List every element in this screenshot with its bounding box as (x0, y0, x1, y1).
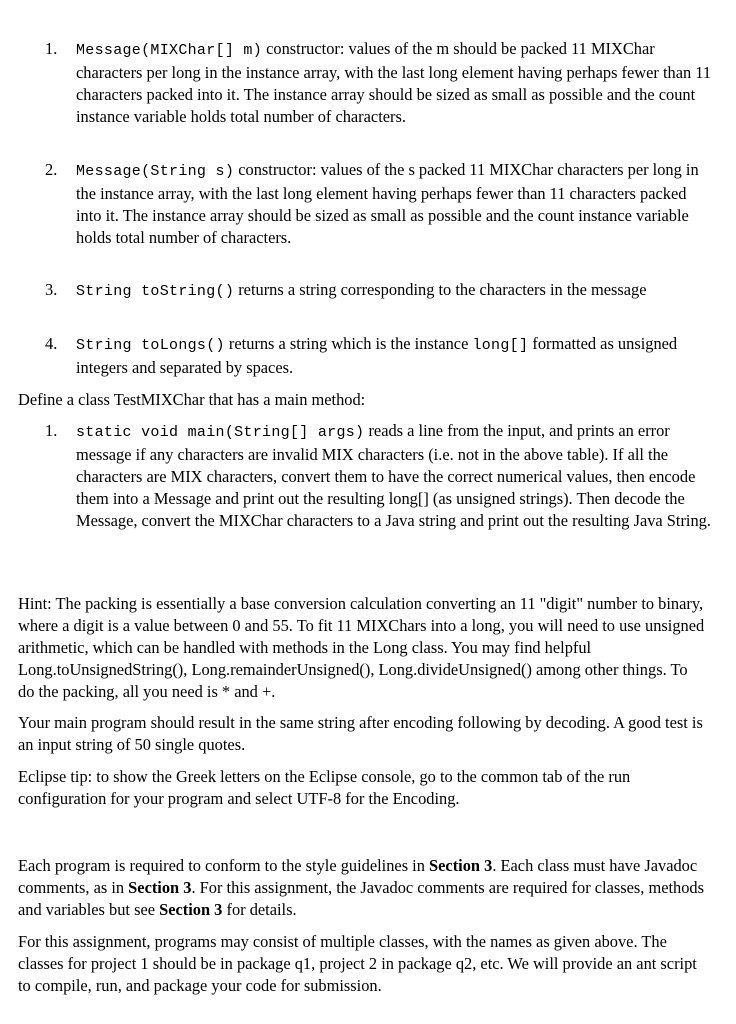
item-text: reads a line from the input, and prints an error message if any characters are invalid MIX characters (i.e. not in the above table). If all the characters are MIX characters, convert them to have the correct numerical values, then encode them into a Message and print out the resulting long[] (as unsigned strings). Then decode the Message, convert the MIXChar characters to a Java string and print out the resulting Java String. (76, 421, 711, 530)
item-text: returns a string which is the instance (224, 334, 473, 353)
list-item (45, 38, 712, 128)
item-text: constructor: values of the s packed 11 MIXChar characters per long in the instance array, with the last long element having perhaps fewer than 11 characters packed into it. The instance array should be sized as small as possible and the count instance variable holds total number of characters. (76, 160, 699, 247)
section-reference: Section 3 (159, 900, 223, 919)
text-span: Each program is required to conform to the style guidelines in (18, 856, 430, 875)
list-item (45, 159, 712, 249)
item-text: returns a string corresponding to the characters in the message (234, 280, 647, 299)
list-number: 4. (45, 334, 58, 353)
item-text: formatted as unsigned integers and separated by spaces. (76, 334, 678, 377)
code-span: long[] (472, 337, 529, 354)
list-number: 1. (45, 421, 58, 440)
section-reference: Section 3 (128, 878, 192, 897)
code-span: static void main(String[] args) (76, 424, 365, 441)
list-item (45, 279, 712, 303)
list-number: 1. (45, 39, 58, 58)
style-guidelines-paragraph (18, 855, 708, 921)
list-number: 3. (45, 280, 58, 299)
code-span: String toLongs() (76, 337, 225, 354)
classes-paragraph: For this assignment, programs may consist of multiple classes, with the names as given above. The classes for project 1 should be in package q1, project 2 in package q2, etc. We will provide an ant script to compile, run, and package your code for submission. (18, 932, 697, 995)
item-text: constructor: values of the m should be packed 11 MIXChar characters per long in the instance array, with the last long element having perhaps fewer than 11 characters packed into it. The instance array should be sized as small as possible and the count instance variable holds total number of characters. (76, 39, 712, 126)
code-span: Message(MIXChar[] m) (76, 42, 263, 59)
text-span: . Each class must have Javadoc comments, as in (18, 856, 698, 897)
section-reference: Section 3 (429, 856, 493, 875)
text-span: . For this assignment, the Javadoc comments are required for classes, methods and variables but see (18, 878, 705, 919)
code-span: Message(String s) (76, 163, 235, 180)
text-span: for details. (222, 900, 297, 919)
define-heading: Define a class TestMIXChar that has a main method: (18, 390, 366, 409)
main-result-paragraph: Your main program should result in the same string after encoding following by decoding. A good test is an input string of 50 single quotes. (18, 713, 703, 754)
code-span: String toString() (76, 283, 235, 300)
list-item (45, 420, 712, 532)
hint-paragraph: Hint: The packing is essentially a base conversion calculation converting an 11 "digit" number to binary, where a digit is a value between 0 and 55. To fit 11 MIXChars into a long, you will need to use unsigned arithmetic, which can be handled with methods in the Long class. You may find helpful Long.toUnsignedString(), Long.remainderUnsigned(), Long.divideUnsigned() among other things. To do the packing, all you need is * and +. (18, 594, 705, 701)
eclipse-tip-paragraph: Eclipse tip: to show the Greek letters on the Eclipse console, go to the common tab of the run configuration for your program and select UTF-8 for the Encoding. (18, 767, 631, 808)
list-item (45, 333, 712, 379)
list-number: 2. (45, 160, 58, 179)
